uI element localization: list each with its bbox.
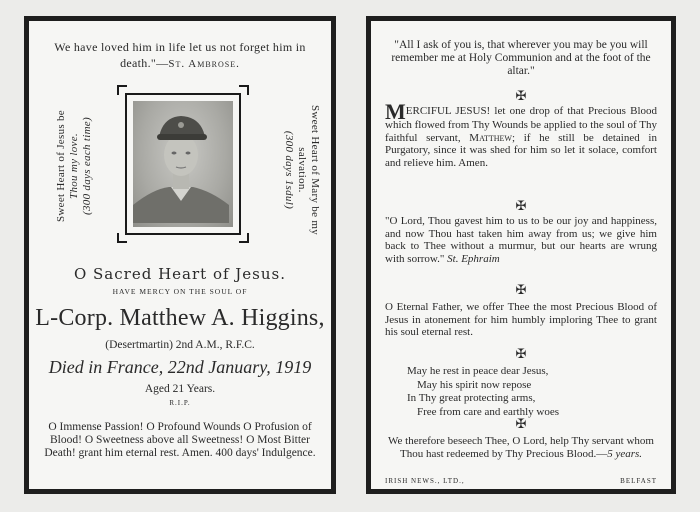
age-at-death: Aged 21 Years. (144, 383, 216, 395)
final-text: We therefore beseech Thee, O Lord, help Thy servant whom Thou hast redeemed by Thy Precious Blood.— (388, 435, 654, 460)
vertical-right-line-1: Sweet Heart of Mary be my (309, 105, 321, 235)
frame-corner (239, 233, 249, 243)
sacred-heart-mary-vertical (281, 85, 321, 255)
lord-attribution: St. Ephraim (447, 252, 500, 265)
portrait-frame (125, 93, 241, 235)
quote-attribution: St. Ambrose. (168, 58, 240, 70)
immense-passion-prayer: O Immense Passion! O Profound Wounds O Profusion of Blood! O Sweetness above all Sweetness! O Most Bitter Death! grant him eternal rest. Amen. 400 days' Indulgence. (44, 421, 316, 459)
date-of-death: Died in France, 22nd January, 1919 (48, 357, 312, 377)
cross-icon: ✠ (515, 416, 527, 431)
have-mercy-line: HAVE MERCY ON THE SOUL OF (112, 287, 248, 296)
printer-name: IRISH NEWS., LTD., (385, 477, 465, 485)
beseech-prayer (385, 435, 657, 460)
vertical-right-line-2: salvation. (296, 147, 308, 193)
frame-corner (117, 85, 127, 95)
indulgence-years: 5 years. (607, 447, 643, 460)
printer-city: BELFAST (620, 477, 657, 485)
st-ephraim-prayer (385, 215, 657, 265)
vertical-left-line-2: Thou my love. (68, 133, 80, 199)
vertical-left-line-1: Sweet Heart of Jesus be (55, 110, 67, 222)
quote-text: We have loved him in life let us not forget him in death."— (54, 40, 306, 70)
merciful-jesus-prayer (385, 99, 657, 169)
cross-icon: ✠ (515, 346, 527, 361)
st-ambrose-quote (49, 39, 311, 72)
verse-line: May he rest in peace dear Jesus, (407, 365, 549, 377)
merciful-text-b: ; if he still be detained in Purgatory, since it was shed for him so let it solace, comfort and relieve him. Amen. (385, 131, 657, 169)
frame-corner (239, 85, 249, 95)
vertical-right-line-3: (300 days 1sdul) (283, 130, 295, 210)
memorial-card-left (24, 16, 336, 494)
verse-line: May his spirit now repose (417, 378, 532, 391)
eternal-father-prayer: O Eternal Father, we offer Thee the most Precious Blood of Jesus in atonement for him humbly imploring Thee to grant his soul eternal rest. (385, 301, 657, 338)
lord-text: "O Lord, Thou gavest him to us to be our joy and happiness, and now Thou hast taken him away from us; we give him back to Thee without a murmur, but our hearts are wrung with sorrow." (385, 215, 657, 265)
regiment-unit: (Desertmartin) 2nd A.M., R.F.C. (105, 339, 255, 351)
sacred-heart-heading: O Sacred Heart of Jesus. (73, 265, 287, 283)
holy-communion-request: "All I ask of you is, that wherever you may be you will remember me at Holy Communion and at the foot of the altar." (391, 39, 651, 77)
soldier-portrait (133, 101, 233, 227)
cross-icon: ✠ (515, 88, 527, 103)
soldier-portrait-illustration (133, 101, 229, 223)
memorial-card-right (366, 16, 676, 494)
verse-line: Free from care and earthly woes (417, 405, 560, 418)
merciful-name: Matthew (469, 131, 512, 144)
verse-line: In Thy great protecting arms, (407, 392, 536, 404)
rip-mark: R.I.P. (169, 399, 191, 407)
cross-icon: ✠ (515, 198, 527, 213)
merciful-text-a: ERCIFUL JESUS! let one drop of that Precious Blood which flowed from Thy Wounds be applied to the soul of Thy faithful servant, (385, 105, 657, 144)
vertical-left-line-3: (300 days each time) (81, 117, 93, 215)
printer-footer (385, 477, 657, 485)
deceased-name: L-Corp. Matthew A. Higgins, (35, 305, 325, 331)
cross-icon: ✠ (515, 282, 527, 297)
rest-in-peace-verse (407, 365, 657, 419)
frame-corner (117, 233, 127, 243)
drop-cap: M (385, 99, 406, 124)
